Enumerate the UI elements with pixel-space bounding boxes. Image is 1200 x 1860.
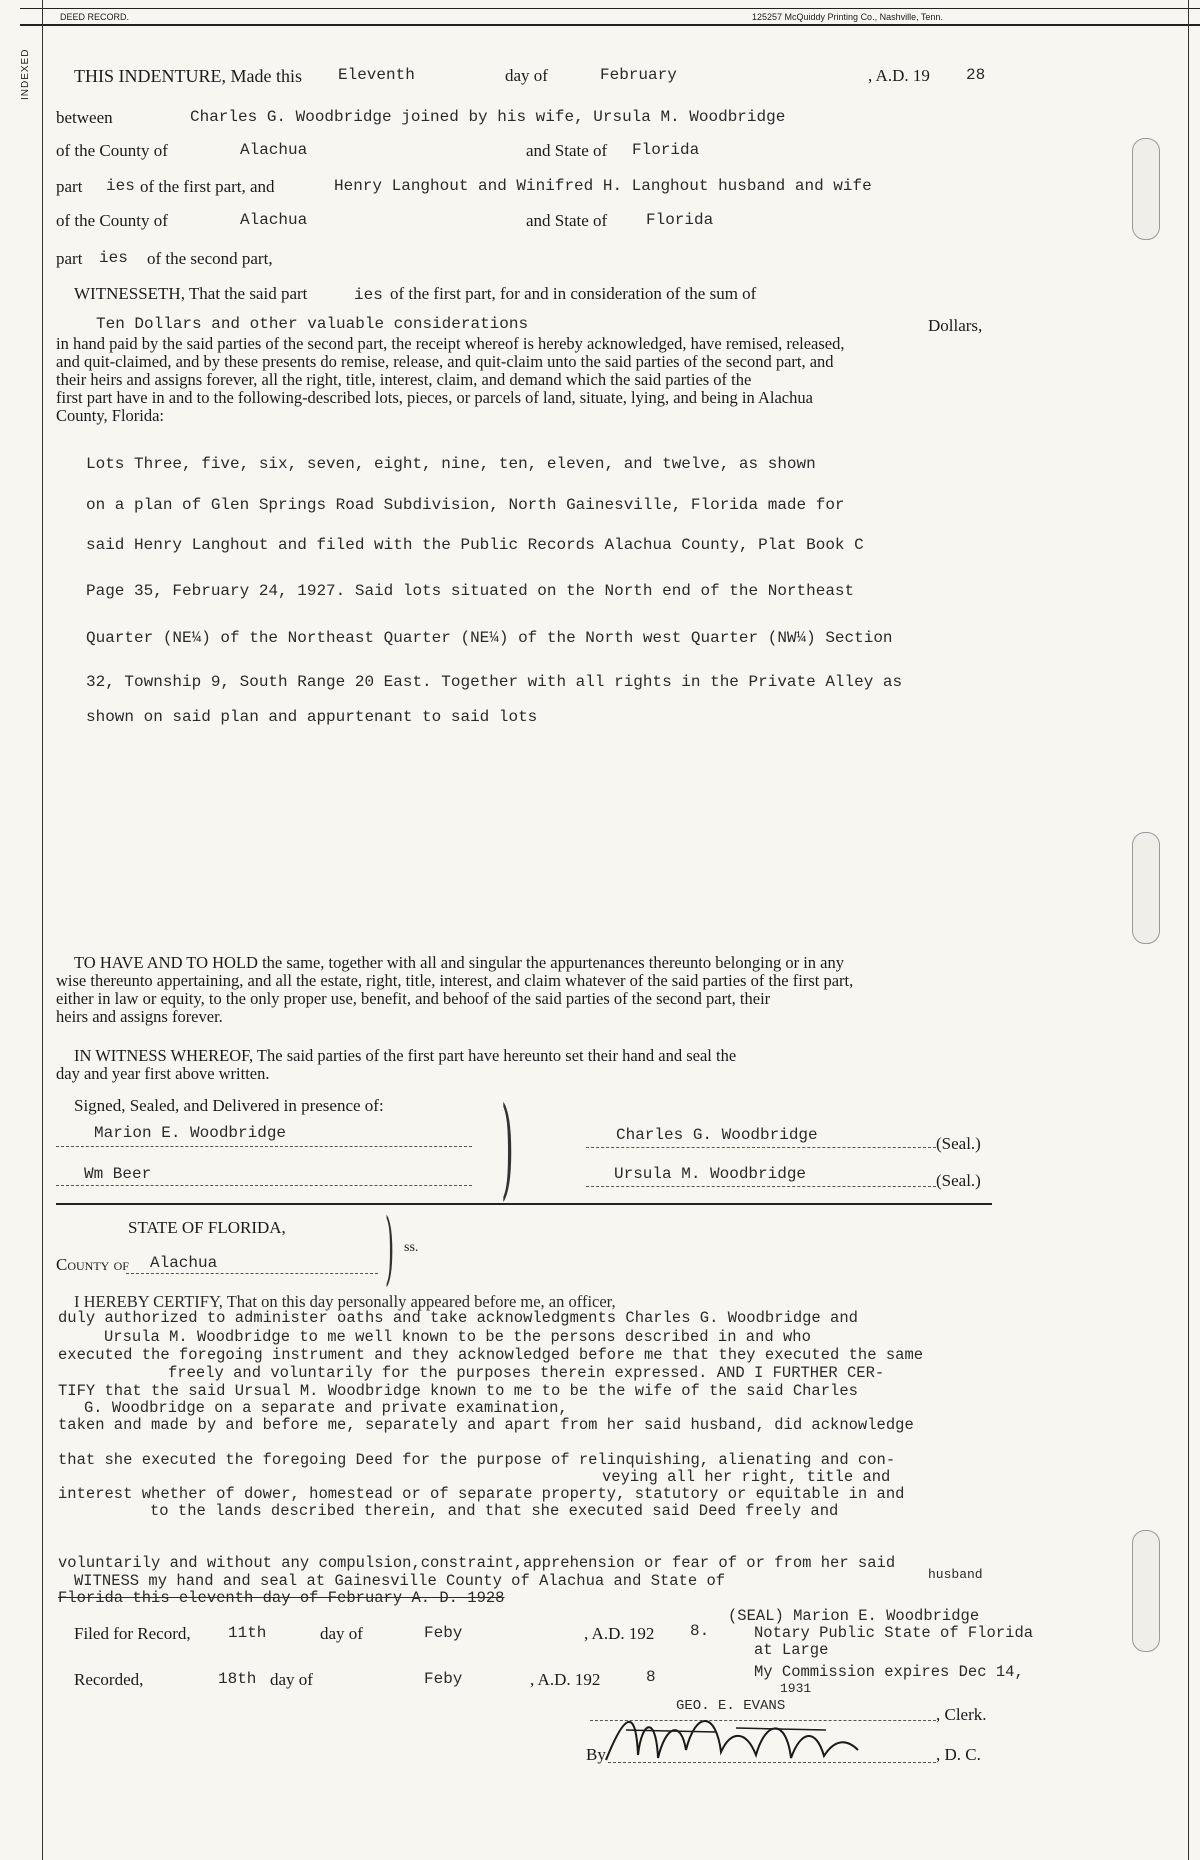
signed-label: Signed, Sealed, and Delivered in presence of: xyxy=(74,1096,384,1115)
grantees: Henry Langhout and Winifred H. Langhout husband and wife xyxy=(334,177,872,195)
part-second-prefix: part xyxy=(56,249,83,268)
recorded-label: Recorded, xyxy=(74,1670,144,1689)
witnesseth-rest: of the first part, for and in consideration of the sum of xyxy=(390,284,757,303)
grantor-1-signature: Charles G. Woodbridge xyxy=(616,1126,818,1144)
filed-month: Feby xyxy=(424,1624,463,1642)
description-line: said Henry Langhout and filed with the Public Records Alachua County, Plat Book C xyxy=(86,536,864,554)
ack-line: veying all her right, title and xyxy=(602,1468,891,1486)
grant-line-3: their heirs and assigns forever, all the right, title, interest, claim, and demand which the said parties of the xyxy=(56,370,752,389)
ad-label: , A.D. 19 xyxy=(868,66,930,85)
notary-line: at Large xyxy=(754,1641,829,1659)
clerk-name: GEO. E. EVANS xyxy=(676,1698,786,1714)
grantee-county: Alachua xyxy=(240,211,308,229)
witness-1-line xyxy=(56,1146,472,1147)
testimonium-line: IN WITNESS WHEREOF, The said parties of the first part have hereunto set their hand and seal the xyxy=(74,1046,737,1065)
ack-line: executed the foregoing instrument and they acknowledged before me that they executed the same xyxy=(58,1346,924,1364)
recorded-day-of: day of xyxy=(270,1670,313,1689)
description-line: Lots Three, five, six, seven, eight, nine, ten, eleven, and twelve, as shown xyxy=(86,455,816,473)
ack-line: I HEREBY CERTIFY, That on this day personally appeared before me, an officer, xyxy=(74,1292,616,1311)
ack-struck-line: Florida this eleventh day of February A. D. 1928 xyxy=(58,1589,505,1607)
grantor-county-label: of the County of xyxy=(56,141,168,160)
part-first-suffix: of the first part, and xyxy=(140,177,275,196)
filed-year: 8. xyxy=(690,1622,710,1640)
ack-line: voluntarily and without any compulsion,constraint,apprehension or fear of or from her said xyxy=(58,1554,896,1572)
ack-line: Ursula M. Woodbridge to me well known to be the persons described in and who xyxy=(104,1328,811,1346)
grantor-2-line xyxy=(586,1186,936,1187)
ack-state: STATE OF FLORIDA, xyxy=(128,1218,286,1237)
binder-hole-bottom xyxy=(1132,1530,1160,1652)
testimonium-line: day and year first above written. xyxy=(56,1064,270,1083)
seal-label-2: (Seal.) xyxy=(936,1171,981,1190)
indenture-intro: THIS INDENTURE, Made this xyxy=(74,66,302,86)
ack-line: freely and voluntarily for the purposes therein expressed. AND I FURTHER CER- xyxy=(168,1364,885,1382)
part-first-fill: ies xyxy=(106,177,135,195)
by-label: By xyxy=(586,1745,606,1764)
binder-hole-middle xyxy=(1132,832,1160,944)
ack-line: interest whether of dower, homestead or of separate property, statutory or equitable in and xyxy=(58,1485,905,1503)
between-label: between xyxy=(56,108,113,127)
book-title: DEED RECORD. xyxy=(60,12,130,22)
grantee-county-label: of the County of xyxy=(56,211,168,230)
ack-line: husband xyxy=(928,1567,983,1582)
indenture-month: February xyxy=(600,66,677,84)
grantee-state-label: and State of xyxy=(526,211,608,230)
ack-line: G. Woodbridge on a separate and private examination, xyxy=(84,1399,568,1417)
testimonium-clause xyxy=(56,1047,988,1083)
signature-brace: ) xyxy=(501,1083,514,1211)
grant-clause xyxy=(56,335,988,425)
left-margin-line xyxy=(42,0,43,1860)
indenture-day: Eleventh xyxy=(338,66,415,84)
day-of-label: day of xyxy=(505,66,548,85)
filed-day: 11th xyxy=(228,1624,267,1642)
notary-line: Notary Public State of Florida xyxy=(754,1624,1034,1642)
filed-label: Filed for Record, xyxy=(74,1624,191,1643)
ack-line: TIFY that the said Ursual M. Woodbridge known to me to be the wife of the said Charles xyxy=(58,1382,858,1400)
binder-hole-top xyxy=(1132,138,1160,240)
filed-day-of: day of xyxy=(320,1624,363,1643)
grant-line-5: County, Florida: xyxy=(56,406,165,425)
habendum-clause xyxy=(56,954,988,1026)
ack-county-line xyxy=(126,1273,378,1274)
description-line: on a plan of Glen Springs Road Subdivision, North Gainesville, Florida made for xyxy=(86,496,845,514)
dc-label: , D. C. xyxy=(936,1745,981,1764)
dollars-label: Dollars, xyxy=(928,316,983,335)
indenture-year: 28 xyxy=(966,66,986,84)
recorded-year: 8 xyxy=(646,1668,656,1686)
filed-ad: , A.D. 192 xyxy=(584,1624,655,1643)
notary-line: My Commission expires Dec 14, xyxy=(754,1663,1024,1681)
ack-line: to the lands described therein, and that she executed said Deed freely and xyxy=(150,1502,839,1520)
ack-line: duly authorized to administer oaths and take acknowledgments Charles G. Woodbridge and xyxy=(58,1309,858,1327)
grantor-2-signature: Ursula M. Woodbridge xyxy=(614,1165,807,1183)
clerk-label: , Clerk. xyxy=(936,1705,987,1724)
habendum-line: wise thereunto appertaining, and all the estate, right, title, interest, and claim whatever of the said parties of the first part, xyxy=(56,971,854,990)
description-line: shown on said plan and appurtenant to said lots xyxy=(86,708,538,726)
grantor-state-label: and State of xyxy=(526,141,608,160)
notary-line: (SEAL) Marion E. Woodbridge xyxy=(728,1607,980,1625)
ack-brace: ) xyxy=(384,1201,395,1294)
witness-2-line xyxy=(56,1185,472,1186)
grantor-county: Alachua xyxy=(240,141,308,159)
ack-county: Alachua xyxy=(150,1254,218,1272)
part-second-suffix: of the second part, xyxy=(147,249,273,268)
seal-label-1: (Seal.) xyxy=(936,1134,981,1153)
ack-line: taken and made by and before me, separately and apart from her said husband, did acknowledge xyxy=(58,1416,914,1434)
grant-line-4: first part have in and to the following-described lots, pieces, or parcels of land, situate, lying, and being in Alachua xyxy=(56,388,813,407)
recorded-day: 18th xyxy=(218,1670,257,1688)
printer-imprint: 125257 McQuiddy Printing Co., Nashville, Tenn. xyxy=(752,12,943,22)
ack-witness-line: WITNESS my hand and seal at Gainesville County of Alachua and State of xyxy=(74,1572,726,1590)
header-rule-top xyxy=(20,8,1200,9)
recorded-ad: , A.D. 192 xyxy=(530,1670,601,1689)
witness-2-signature: Wm Beer xyxy=(84,1165,152,1183)
grantor-1-line xyxy=(586,1147,936,1148)
indexed-stamp: INDEXED xyxy=(20,48,31,100)
description-line: Quarter (NE¼) of the Northeast Quarter (NE¼) of the North west Quarter (NW¼) Section xyxy=(86,629,893,647)
witnesseth-opening: WITNESSETH, That the said part xyxy=(74,284,308,303)
notary-line: 1931 xyxy=(780,1681,812,1696)
recorded-month: Feby xyxy=(424,1670,463,1688)
habendum-line: TO HAVE AND TO HOLD the same, together with all and singular the appurtenances thereunto belonging or in any xyxy=(74,953,844,972)
ack-line: that she executed the foregoing Deed for the purpose of relinquishing, alienating and con- xyxy=(58,1451,896,1469)
habendum-line: either in law or equity, to the only proper use, benefit, and behoof of the said parties of the second part, their xyxy=(56,989,771,1008)
witnesseth-fill: ies xyxy=(354,286,383,304)
description-line: 32, Township 9, South Range 20 East. Together with all rights in the Private Alley as xyxy=(86,673,903,691)
description-line: Page 35, February 24, 1927. Said lots situated on the North end of the Northeast xyxy=(86,582,855,600)
ack-ss: ss. xyxy=(404,1240,419,1255)
deputy-clerk-signature xyxy=(596,1700,896,1780)
ack-county-label: County of xyxy=(56,1255,129,1274)
acknowledgment-divider xyxy=(56,1203,992,1205)
part-second-fill: ies xyxy=(99,249,128,267)
grantor-state: Florida xyxy=(632,141,700,159)
grant-line-2: and quit-claimed, and by these presents do remise, release, and quit-claim unto the said parties of the second part, and xyxy=(56,352,834,371)
witness-1-signature: Marion E. Woodbridge xyxy=(94,1124,287,1142)
grantors: Charles G. Woodbridge joined by his wife, Ursula M. Woodbridge xyxy=(190,108,786,126)
grantee-state: Florida xyxy=(646,211,714,229)
grant-line-1: in hand paid by the said parties of the second part, the receipt whereof is hereby acknowledged, have remised, released, xyxy=(56,334,845,353)
header-rule-bottom xyxy=(20,24,1200,26)
consideration: Ten Dollars and other valuable considerations xyxy=(96,315,529,333)
part-first-prefix: part xyxy=(56,177,83,196)
habendum-line: heirs and assigns forever. xyxy=(56,1007,223,1026)
